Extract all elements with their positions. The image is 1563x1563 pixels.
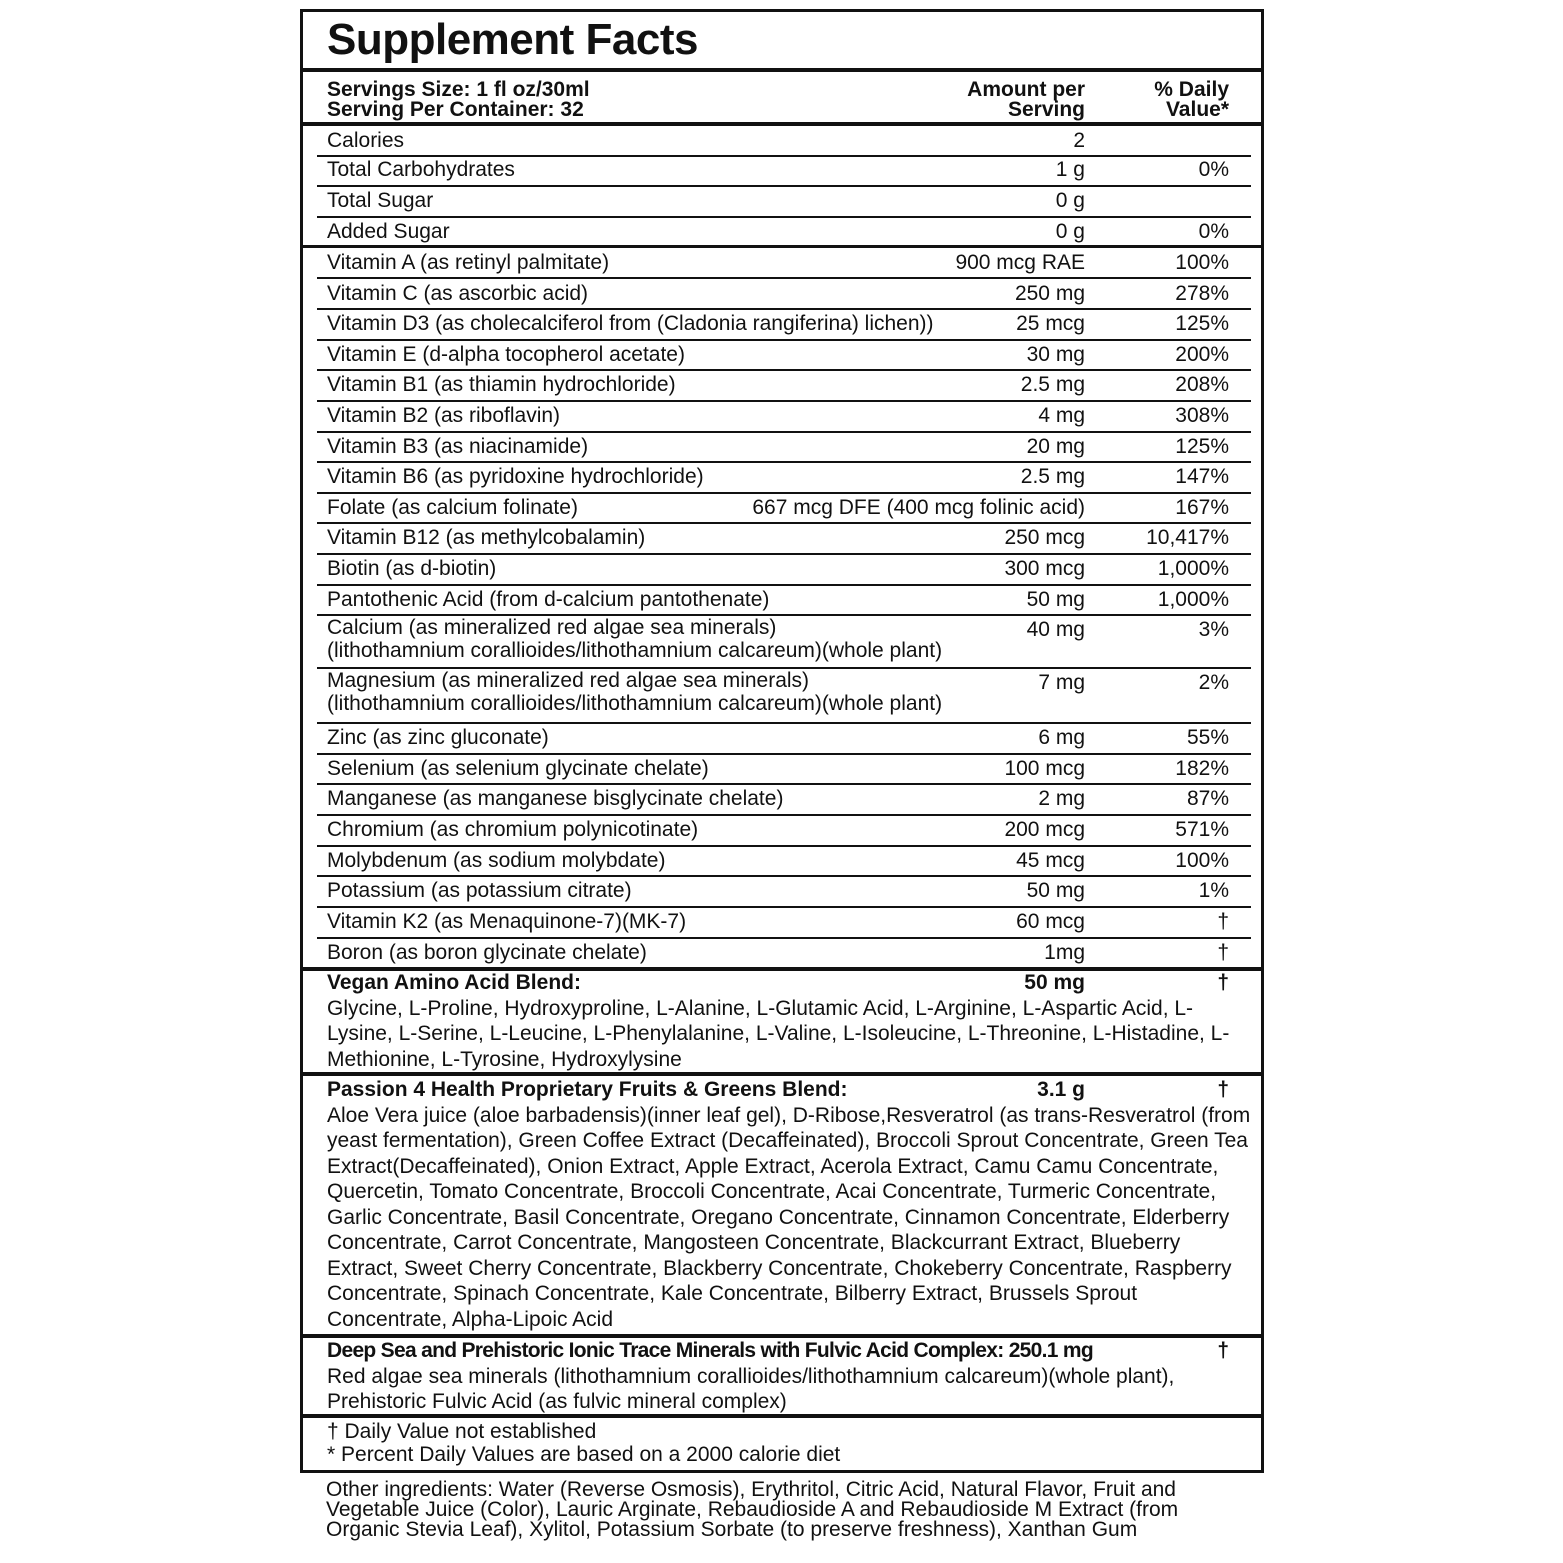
serving-info bbox=[327, 80, 590, 120]
nutrient-row bbox=[317, 785, 1251, 816]
nutrient-name: Vitamin D3 (as cholecalciferol from (Cladonia rangiferina) lichen)) bbox=[327, 312, 934, 335]
nutrient-daily-value: 278% bbox=[1175, 282, 1229, 305]
blend-title: Passion 4 Health Proprietary Fruits & Greens Blend: bbox=[327, 1078, 848, 1101]
macro-divider bbox=[303, 245, 1261, 248]
nutrient-amount: 667 mcg DFE (400 mcg folinic acid) bbox=[752, 496, 1085, 519]
nutrient-row bbox=[317, 341, 1251, 371]
nutrient-amount: 100 mcg bbox=[1004, 757, 1085, 780]
nutrient-row bbox=[317, 433, 1251, 463]
nutrient-row bbox=[317, 463, 1251, 494]
footnote-dagger: † Daily Value not established bbox=[327, 1420, 597, 1443]
blend-amount: 50 mg bbox=[1024, 971, 1085, 994]
nutrient-row bbox=[317, 669, 1251, 724]
nutrient-daily-value: 182% bbox=[1175, 757, 1229, 780]
footnotes bbox=[327, 1420, 840, 1466]
amount-header-line-2: Serving bbox=[1007, 98, 1085, 121]
nutrient-amount: 2 mg bbox=[1038, 787, 1085, 810]
nutrient-row bbox=[317, 908, 1251, 939]
nutrient-name: Vitamin B2 (as riboflavin) bbox=[327, 404, 561, 427]
fruits-greens-blend bbox=[327, 1077, 1251, 1332]
nutrient-name: Chromium (as chromium polynicotinate) bbox=[327, 818, 699, 841]
title-divider bbox=[303, 68, 1261, 72]
other-ingredients: Other ingredients: Water (Reverse Osmosis), Erythritol, Citric Acid, Natural Flavor, Fruit and Vegetable Juice (Color), Lauric Arginate, Rebaudioside A and Rebaudioside M Extract (from Organic Stevia Leaf), Xylitol, Potassium Sorbate (to preserve freshness), Xanthan Gum bbox=[326, 1478, 1179, 1541]
nutrient-name: Total Carbohydrates bbox=[327, 158, 515, 181]
nutrient-name: Vitamin B1 (as thiamin hydrochloride) bbox=[327, 373, 676, 396]
nutrient-amount: 300 mcg bbox=[1004, 557, 1085, 580]
amount-per-serving-header bbox=[967, 80, 1085, 120]
nutrient-daily-value: 3% bbox=[1198, 618, 1229, 641]
nutrient-name: Vitamin B12 (as methylcobalamin) bbox=[327, 526, 646, 549]
dv-header-line-1: % Daily bbox=[1154, 78, 1229, 101]
nutrient-name: Manganese (as manganese bisglycinate chelate) bbox=[327, 787, 784, 810]
nutrient-amount: 60 mcg bbox=[1016, 910, 1085, 933]
nutrient-daily-value: 100% bbox=[1175, 849, 1229, 872]
servings-per-container: Serving Per Container: 32 bbox=[327, 98, 584, 121]
nutrient-amount: 2.5 mg bbox=[1020, 465, 1085, 488]
nutrient-daily-value: 1% bbox=[1198, 879, 1229, 902]
blend-title: Vegan Amino Acid Blend: bbox=[327, 971, 581, 994]
nutrient-daily-value: 1,000% bbox=[1157, 557, 1229, 580]
nutrient-daily-value: 1,000% bbox=[1157, 588, 1229, 611]
nutrient-name: Vitamin B3 (as niacinamide) bbox=[327, 435, 589, 458]
nutrient-daily-value: 0% bbox=[1198, 158, 1229, 181]
nutrient-row bbox=[317, 371, 1251, 402]
nutrient-amount: 30 mg bbox=[1026, 343, 1085, 366]
nutrient-amount: 250 mg bbox=[1014, 282, 1085, 305]
nutrient-row bbox=[317, 616, 1251, 669]
nutrient-amount: 7 mg bbox=[1038, 671, 1085, 694]
nutrient-row bbox=[317, 555, 1251, 586]
nutrient-amount: 200 mcg bbox=[1004, 818, 1085, 841]
nutrient-row bbox=[317, 249, 1251, 279]
nutrient-amount: 2.5 mg bbox=[1020, 373, 1085, 396]
blend-2-divider bbox=[303, 1072, 1261, 1076]
nutrient-row bbox=[317, 218, 1251, 245]
nutrient-row bbox=[317, 586, 1251, 616]
nutrient-daily-value: 200% bbox=[1175, 343, 1229, 366]
nutrient-name: Molybdenum (as sodium molybdate) bbox=[327, 849, 666, 872]
nutrient-daily-value: 87% bbox=[1186, 787, 1229, 810]
nutrient-row bbox=[317, 156, 1251, 187]
nutrient-daily-value: 2% bbox=[1198, 671, 1229, 694]
blend-ingredients: Glycine, L-Proline, Hydroxyproline, L-Alanine, L-Glutamic Acid, L-Arginine, L-Aspartic Acid, L-Lysine, L-Serine, L-Leucine, L-Phenylalanine, L-Valine, L-Isoleucine, L-Threonine, L-Histadine, L-Methionine, L-Tyrosine, Hydroxylysine bbox=[327, 996, 1230, 1071]
nutrient-amount: 20 mg bbox=[1026, 435, 1085, 458]
nutrient-daily-value: 308% bbox=[1175, 404, 1229, 427]
nutrient-daily-value: 167% bbox=[1175, 496, 1229, 519]
nutrient-row bbox=[317, 310, 1251, 341]
blend-ingredients: Aloe Vera juice (aloe barbadensis)(inner leaf gel), D-Ribose,Resveratrol (as trans-Resveratrol (from yeast fermentation), Green Coffee Extract (Decaffeinated), Broccoli Sprout Concentrate, Green Tea Extract(Decaffeinated), Onion Extract, Apple Extract, Acerola Extract, Camu Camu Concentrate, Quercetin, Tomato Concentrate, Broccoli Concentrate, Acai Concentrate, Turmeric Concentrate, Garlic Concentrate, Basil Concentrate, Oregano Concentrate, Cinnamon Concentrate, Elderberry Concentrate, Carrot Concentrate, Mangosteen Concentrate, Blackcurrant Extract, Blueberry Extract, Sweet Cherry Concentrate, Blackberry Concentrate, Chokeberry Concentrate, Raspberry Concentrate, Spinach Concentrate, Kale Concentrate, Bilberry Extract, Brussels Sprout Concentrate, Alpha-Lipoic Acid bbox=[327, 1103, 1251, 1331]
nutrient-row bbox=[317, 755, 1251, 785]
nutrient-name: Calcium (as mineralized red algae sea minerals) (lithothamnium corallioides/lithothamnium calcareum)(whole plant) bbox=[327, 616, 943, 662]
nutrient-daily-value: † bbox=[1217, 910, 1229, 933]
nutrient-daily-value: 100% bbox=[1175, 251, 1229, 274]
nutrient-amount: 50 mg bbox=[1026, 879, 1085, 902]
nutrient-row bbox=[317, 847, 1251, 877]
nutrient-daily-value: 55% bbox=[1186, 726, 1229, 749]
nutrient-amount: 1mg bbox=[1044, 941, 1085, 964]
nutrient-row bbox=[317, 402, 1251, 433]
nutrient-name: Vitamin B6 (as pyridoxine hydrochloride) bbox=[327, 465, 704, 488]
serving-size: Servings Size: 1 fl oz/30ml bbox=[327, 78, 590, 101]
nutrient-row bbox=[317, 280, 1251, 310]
nutrient-daily-value: 208% bbox=[1175, 373, 1229, 396]
daily-value-header bbox=[1154, 80, 1229, 120]
supplement-facts-panel bbox=[300, 9, 1264, 1473]
nutrient-name: Vitamin C (as ascorbic acid) bbox=[327, 282, 589, 305]
blend-ingredients: Red algae sea minerals (lithothamnium corallioides/lithothamnium calcareum)(whole plant), Prehistoric Fulvic Acid (as fulvic mineral complex) bbox=[327, 1364, 1175, 1413]
nutrient-amount: 40 mg bbox=[1026, 618, 1085, 641]
nutrient-row bbox=[317, 187, 1251, 218]
nutrient-row bbox=[317, 877, 1251, 908]
nutrient-daily-value: 10,417% bbox=[1146, 526, 1229, 549]
nutrient-daily-value: 571% bbox=[1175, 818, 1229, 841]
nutrient-amount: 6 mg bbox=[1038, 726, 1085, 749]
footnote-divider bbox=[303, 1414, 1261, 1418]
nutrient-name: Zinc (as zinc gluconate) bbox=[327, 726, 549, 749]
nutrient-amount: 25 mcg bbox=[1016, 312, 1085, 335]
blend-dv: † bbox=[1217, 1339, 1229, 1362]
nutrient-name: Magnesium (as mineralized red algae sea minerals) (lithothamnium corallioides/lithothamnium calcareum)(whole plant) bbox=[327, 669, 943, 715]
trace-minerals-blend bbox=[327, 1338, 1251, 1415]
amount-header-line-1: Amount per bbox=[967, 78, 1085, 101]
nutrient-amount: 2 bbox=[1073, 129, 1085, 152]
nutrient-name: Potassium (as potassium citrate) bbox=[327, 879, 632, 902]
nutrient-name: Boron (as boron glycinate chelate) bbox=[327, 941, 647, 964]
nutrient-amount: 0 g bbox=[1055, 189, 1085, 212]
nutrient-name: Calories bbox=[327, 129, 405, 152]
blend-dv: † bbox=[1217, 1078, 1229, 1101]
panel-title: Supplement Facts bbox=[327, 15, 698, 64]
nutrient-row bbox=[317, 524, 1251, 555]
nutrient-name: Added Sugar bbox=[327, 220, 450, 243]
nutrient-name: Pantothenic Acid (from d-calcium pantothenate) bbox=[327, 588, 770, 611]
nutrient-amount: 250 mcg bbox=[1004, 526, 1085, 549]
nutrient-row bbox=[317, 816, 1251, 847]
nutrient-daily-value: † bbox=[1217, 941, 1229, 964]
nutrient-daily-value: 125% bbox=[1175, 312, 1229, 335]
nutrient-name: Folate (as calcium folinate) bbox=[327, 496, 578, 519]
nutrient-name: Selenium (as selenium glycinate chelate) bbox=[327, 757, 709, 780]
blend-amount: 3.1 g bbox=[1037, 1078, 1085, 1101]
nutrient-name: Total Sugar bbox=[327, 189, 434, 212]
nutrient-row bbox=[317, 127, 1251, 157]
nutrient-amount: 4 mg bbox=[1038, 404, 1085, 427]
nutrient-name: Biotin (as d-biotin) bbox=[327, 557, 497, 580]
nutrient-row bbox=[317, 939, 1251, 965]
nutrient-amount: 45 mcg bbox=[1016, 849, 1085, 872]
blend-dv: † bbox=[1217, 971, 1229, 994]
nutrient-daily-value: 0% bbox=[1198, 220, 1229, 243]
nutrient-amount: 900 mcg RAE bbox=[955, 251, 1085, 274]
nutrient-name: Vitamin A (as retinyl palmitate) bbox=[327, 251, 610, 274]
footnote-asterisk: * Percent Daily Values are based on a 2000 calorie diet bbox=[327, 1443, 841, 1466]
header-divider bbox=[303, 122, 1261, 126]
amino-acid-blend bbox=[327, 970, 1251, 1072]
nutrient-amount: 1 g bbox=[1055, 158, 1085, 181]
nutrient-row bbox=[317, 724, 1251, 755]
nutrient-daily-value: 125% bbox=[1175, 435, 1229, 458]
nutrient-name: Vitamin E (d-alpha tocopherol acetate) bbox=[327, 343, 685, 366]
nutrient-amount: 50 mg bbox=[1026, 588, 1085, 611]
nutrient-amount: 0 g bbox=[1055, 220, 1085, 243]
nutrient-name: Vitamin K2 (as Menaquinone-7)(MK-7) bbox=[327, 910, 687, 933]
nutrient-row bbox=[317, 494, 1251, 524]
nutrient-daily-value: 147% bbox=[1175, 465, 1229, 488]
blend-title: Deep Sea and Prehistoric Ionic Trace Minerals with Fulvic Acid Complex: 250.1 mg bbox=[327, 1339, 1093, 1362]
dv-header-line-2: Value* bbox=[1165, 98, 1229, 121]
